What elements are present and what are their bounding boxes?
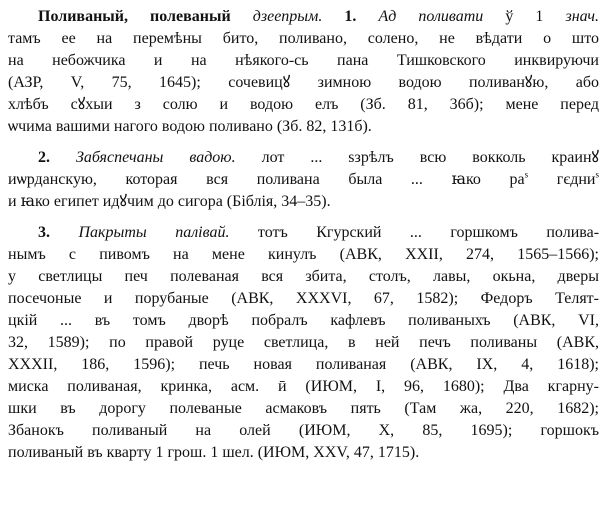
text-line <box>8 169 599 191</box>
text-line: посечоные и порубаные (АВК, XXXVI, 67, 1582); Федоръ Телят- <box>8 290 599 307</box>
sense-2-number: 2. <box>38 149 50 166</box>
sense-3-rest: тотъ Кгурский ... горшкомъ полива- <box>257 224 600 241</box>
sense-3-label: Пакрыты палівай. <box>78 224 230 241</box>
text-line: нымъ с пивомъ на мене кинулъ (АВК, XXII, 274, 1565–1566); <box>8 246 599 263</box>
sense-1-label: Ад поливати <box>378 8 484 25</box>
text-line: шки въ дорогу полеваные асмаковъ пять (Там жа, 220, 1682); <box>8 400 599 417</box>
text-line: цкій ... въ томъ дворѣ побралъ кафлевъ поливаныхъ (АВК, VI, <box>8 312 599 329</box>
text-line: миска поливаная, кринка, асм. ӣ (ИЮМ, I, 96, 1680); Два кгарну- <box>8 378 599 395</box>
text-line: (АЗР, V, 75, 1645); сочевицꙋ зимною водою поливанꙋю, або <box>8 74 599 91</box>
text-line: у светлицы печ полеваная вся збита, столъ, лавы, окьна, дверы <box>8 268 599 285</box>
sense-2 <box>8 147 599 213</box>
sense-3-number: 3. <box>38 224 50 241</box>
text-line: и ꙗко египет идꙋчим до сигора (Біблія, 34–35). <box>8 193 331 210</box>
sense-1-tag: знач. <box>565 8 600 25</box>
sense-3-header-line <box>8 222 599 244</box>
headword: Поливаный, полеваный <box>38 8 231 25</box>
sense-1-number: 1. <box>344 8 357 25</box>
text-line: 32, 1589); по правой руце светлица, в ней печъ поливаны (АВК, <box>8 334 599 351</box>
sense-2-header-line <box>8 147 599 169</box>
text-line: на небожчика и на нѣякого-сь пана Тишковского инквируючи <box>8 52 599 69</box>
sense-1 <box>8 6 599 138</box>
text-line: тамъ ее на перемѣны бито, поливано, солено, не вѣдати о што <box>8 30 599 47</box>
superscript: s <box>524 169 529 180</box>
text-fragment: иѡрданскую, которая вся поливана была ... ꙗко ра <box>8 171 525 188</box>
text-line: хлѣбъ сꙋхыи з солю и водою елъ (Зб. 81, 36б); мене перед <box>8 96 599 113</box>
text-line: ѡчима вашими нагого водою поливано (Зб. 82, 131б). <box>8 118 372 135</box>
sense-3 <box>8 222 599 464</box>
sense-1-rest: ў 1 <box>505 8 544 25</box>
entry-header-line <box>8 6 599 28</box>
text-fragment: гєдни <box>556 171 596 188</box>
text-line: XXXII, 186, 1596); печь новая поливаная (АВК, IX, 4, 1618); <box>8 356 599 373</box>
part-of-speech: дзеeпрым. <box>252 8 323 25</box>
sense-2-rest: лот ... ѕзрѣлъ всю вокколь краинꙋ <box>261 149 600 166</box>
text-line: поливаный въ кварту 1 грош. 1 шел. (ИЮМ, XXV, 47, 1715). <box>8 444 420 461</box>
sense-2-label: Забяспечаны вадою. <box>75 149 236 166</box>
text-line: Збанокъ поливаный на олей (ИЮМ, X, 85, 1695); горшокъ <box>8 422 599 439</box>
superscript: s <box>595 169 600 180</box>
